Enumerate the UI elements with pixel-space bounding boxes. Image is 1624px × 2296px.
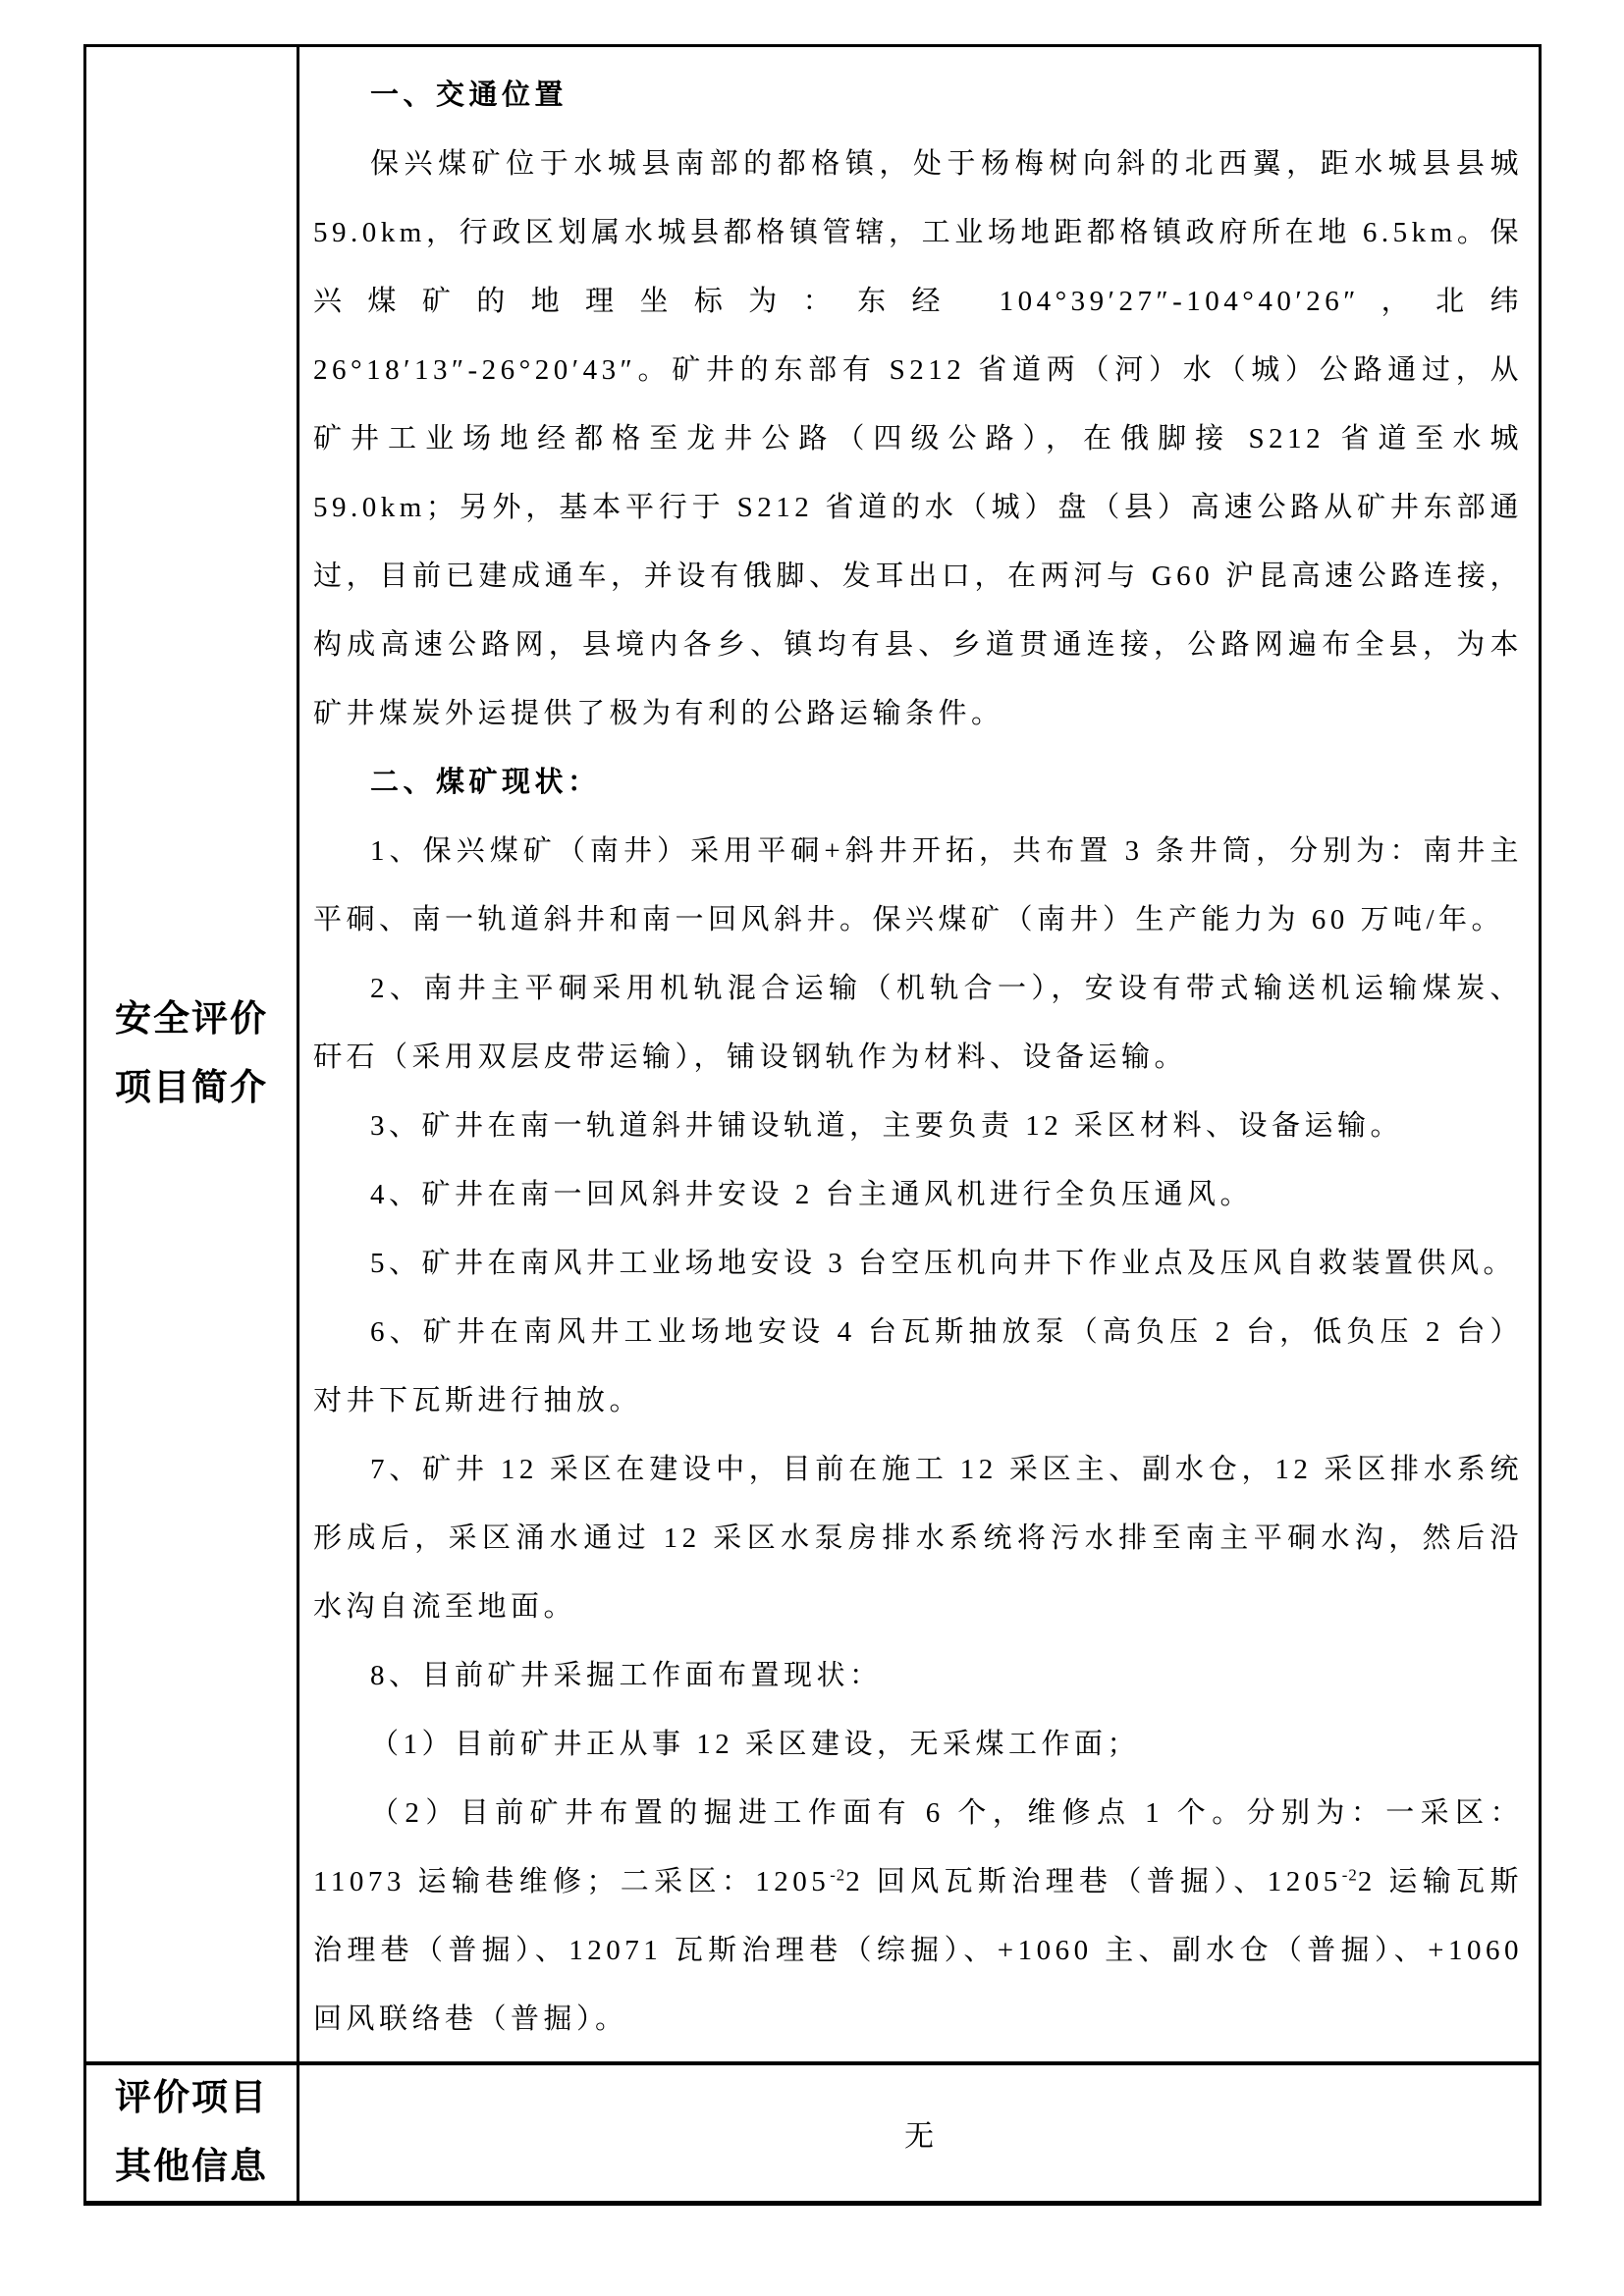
- project-intro-content-cell: [299, 47, 1539, 2061]
- other-info-value: 无: [904, 2120, 934, 2153]
- other-info-label: [115, 2064, 268, 2202]
- superscript: -2: [830, 1865, 846, 1885]
- para-item-8-1: （1）目前矿井正从事 12 采区建设，无采煤工作面；: [370, 1729, 1141, 1760]
- other-info-label-cell: [86, 2065, 299, 2201]
- para-item-8-2: （2）目前矿井布置的掘进工作面有 6 个，维修点 1 个。分别为：一采区：11073 运输巷维修；二采区：$1205^{-2}2$ 回风瓦斯治理巷（普掘）、$1205^{-2}2$ 运输瓦斯治理巷（普掘）、12071 瓦斯治理巷（综掘）、+1060 主、副水仓（普掘）、+1060 回风联络巷（普掘）。: [313, 1797, 1523, 2035]
- para-item-5: 5、矿井在南风井工业场地安设 3 台空压机向井下作业点及压风自救装置供风。: [370, 1248, 1517, 1279]
- label-line: 评价项目: [115, 2078, 268, 2118]
- label-line: 安全评价: [115, 999, 268, 1040]
- project-intro-row: [86, 47, 1539, 2065]
- para-item-6: 6、矿井在南风井工业场地安设 4 台瓦斯抽放泵（高负压 2 台，低负压 2 台）对井下瓦斯进行抽放。: [313, 1316, 1523, 1416]
- other-info-content-cell: [299, 2065, 1539, 2201]
- para-item-3: 3、矿井在南一轨道斜井铺设轨道，主要负责 12 采区材料、设备运输。: [370, 1110, 1404, 1142]
- other-info-row: [86, 2065, 1539, 2201]
- para-item-1: 1、保兴煤矿（南井）采用平硐+斜井开拓，共布置 3 条井筒，分别为：南井主平硐、南一轨道斜井和南一回风斜井。保兴煤矿（南井）生产能力为 60 万吨/年。: [313, 835, 1523, 935]
- project-intro-label: [115, 986, 268, 1123]
- project-intro-label-cell: [86, 47, 299, 2061]
- superscript: -2: [1341, 1865, 1358, 1885]
- para-location-overview: 保兴煤矿位于水城县南部的都格镇，处于杨梅树向斜的北西翼，距水城县县城 59.0km，行政区划属水城县都格镇管辖，工业场地距都格镇政府所在地 6.5km。保兴煤矿的地理坐标为：东经 104°39′27″-104°40′26″，北纬 26°18′13″-26°20′43″。矿井的东部有 S212 省道两（河）水（城）公路通过，从矿井工业场地经都格至龙井公路（四级公路），在俄脚接 S212 省道至水城 59.0km；另外，基本平行于 S212 省道的水（城）盘（县）高速公路从矿井东部通过，目前已建成通车，并设有俄脚、发耳出口，在两河与 G60 沪昆高速公路连接，构成高速公路网，县境内各乡、镇均有县、乡道贯通连接，公路网遍布全县，为本矿井煤炭外运提供了极为有利的公路运输条件。: [313, 148, 1523, 729]
- para-item-7: 7、矿井 12 采区在建设中，目前在施工 12 采区主、副水仓，12 采区排水系统形成后，采区涌水通过 12 采区水泵房排水系统将污水排至南主平硐水沟，然后沿水沟自流至地面。: [313, 1454, 1523, 1623]
- heading-traffic-location: 一、交通位置: [370, 80, 568, 111]
- safety-evaluation-table: [83, 44, 1542, 2206]
- label-line: 其他信息: [115, 2147, 268, 2187]
- heading-mine-status: 二、煤矿现状：: [370, 767, 601, 798]
- para-item-4: 4、矿井在南一回风斜井安设 2 台主通风机进行全负压通风。: [370, 1179, 1254, 1210]
- para-item-2: 2、南井主平硐采用机轨混合运输（机轨合一），安设有带式输送机运输煤炭、矸石（采用双层皮带运输），铺设钢轨作为材料、设备运输。: [313, 973, 1523, 1073]
- para-item-8: 8、目前矿井采掘工作面布置现状：: [370, 1660, 883, 1691]
- label-line: 项目简介: [115, 1068, 268, 1108]
